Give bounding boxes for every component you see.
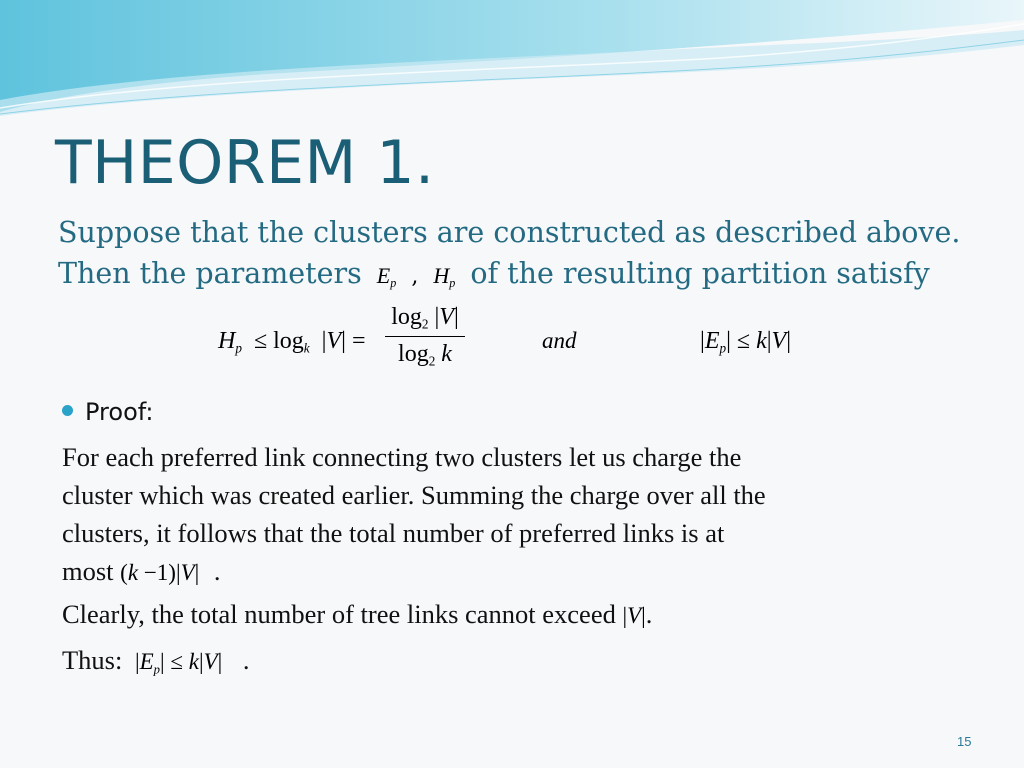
formula-and-label: and (542, 328, 577, 353)
thus-expr: $|E_p| \le k|V|$ (135, 649, 223, 677)
statement-line-2-start: Then the parameters (58, 257, 362, 290)
proof-bound-expr: (k −1)|V| (120, 560, 200, 585)
proof-line-4-prefix: most (62, 556, 114, 586)
proof-line-4 (62, 552, 766, 592)
tree-links-text: Clearly, the total number of tree links cannot exceed (62, 599, 616, 629)
header-wave-decoration (0, 0, 1024, 130)
ep-symbol: $E_p$ (376, 263, 397, 291)
theorem-formula (0, 300, 1024, 390)
formula-hp-bound: $H_p \le \log_k |V|$ = (218, 328, 366, 356)
statement-line-2-end: of the resulting partition satisfy (470, 257, 930, 290)
bullet-dot-icon (62, 405, 73, 416)
formula-fraction: $\frac{\log_2 |V|}{\log_2 k}$ (385, 304, 465, 369)
statement-separator: , (411, 264, 419, 289)
slide-title: THEOREM 1. (55, 128, 435, 198)
proof-paragraph (62, 438, 766, 592)
tree-links-expr: |V| (622, 603, 646, 628)
hp-symbol: $H_p$ (433, 263, 456, 291)
formula-ep-bound: $|E_p| \le k|V|$ (700, 328, 792, 356)
proof-line-4-suffix: . (213, 556, 221, 586)
statement-line-1: Suppose that the clusters are constructed as described above. (58, 216, 961, 249)
proof-line-1: For each preferred link connecting two clusters let us charge the (62, 442, 742, 472)
thus-suffix: . (242, 645, 250, 675)
proof-label: Proof: (85, 398, 154, 426)
theorem-statement (58, 212, 960, 304)
statement-line-2 (58, 253, 960, 304)
slide-number: 15 (957, 734, 972, 749)
tree-links-suffix: . (645, 599, 653, 629)
proof-line-3: clusters, it follows that the total number of preferred links is at (62, 518, 725, 548)
proof-line-2: cluster which was created earlier. Summing the charge over all the (62, 480, 766, 510)
proof-bullet (62, 398, 153, 426)
thus-line (62, 641, 249, 688)
tree-links-line (62, 595, 652, 635)
thus-label: Thus: (62, 645, 123, 675)
